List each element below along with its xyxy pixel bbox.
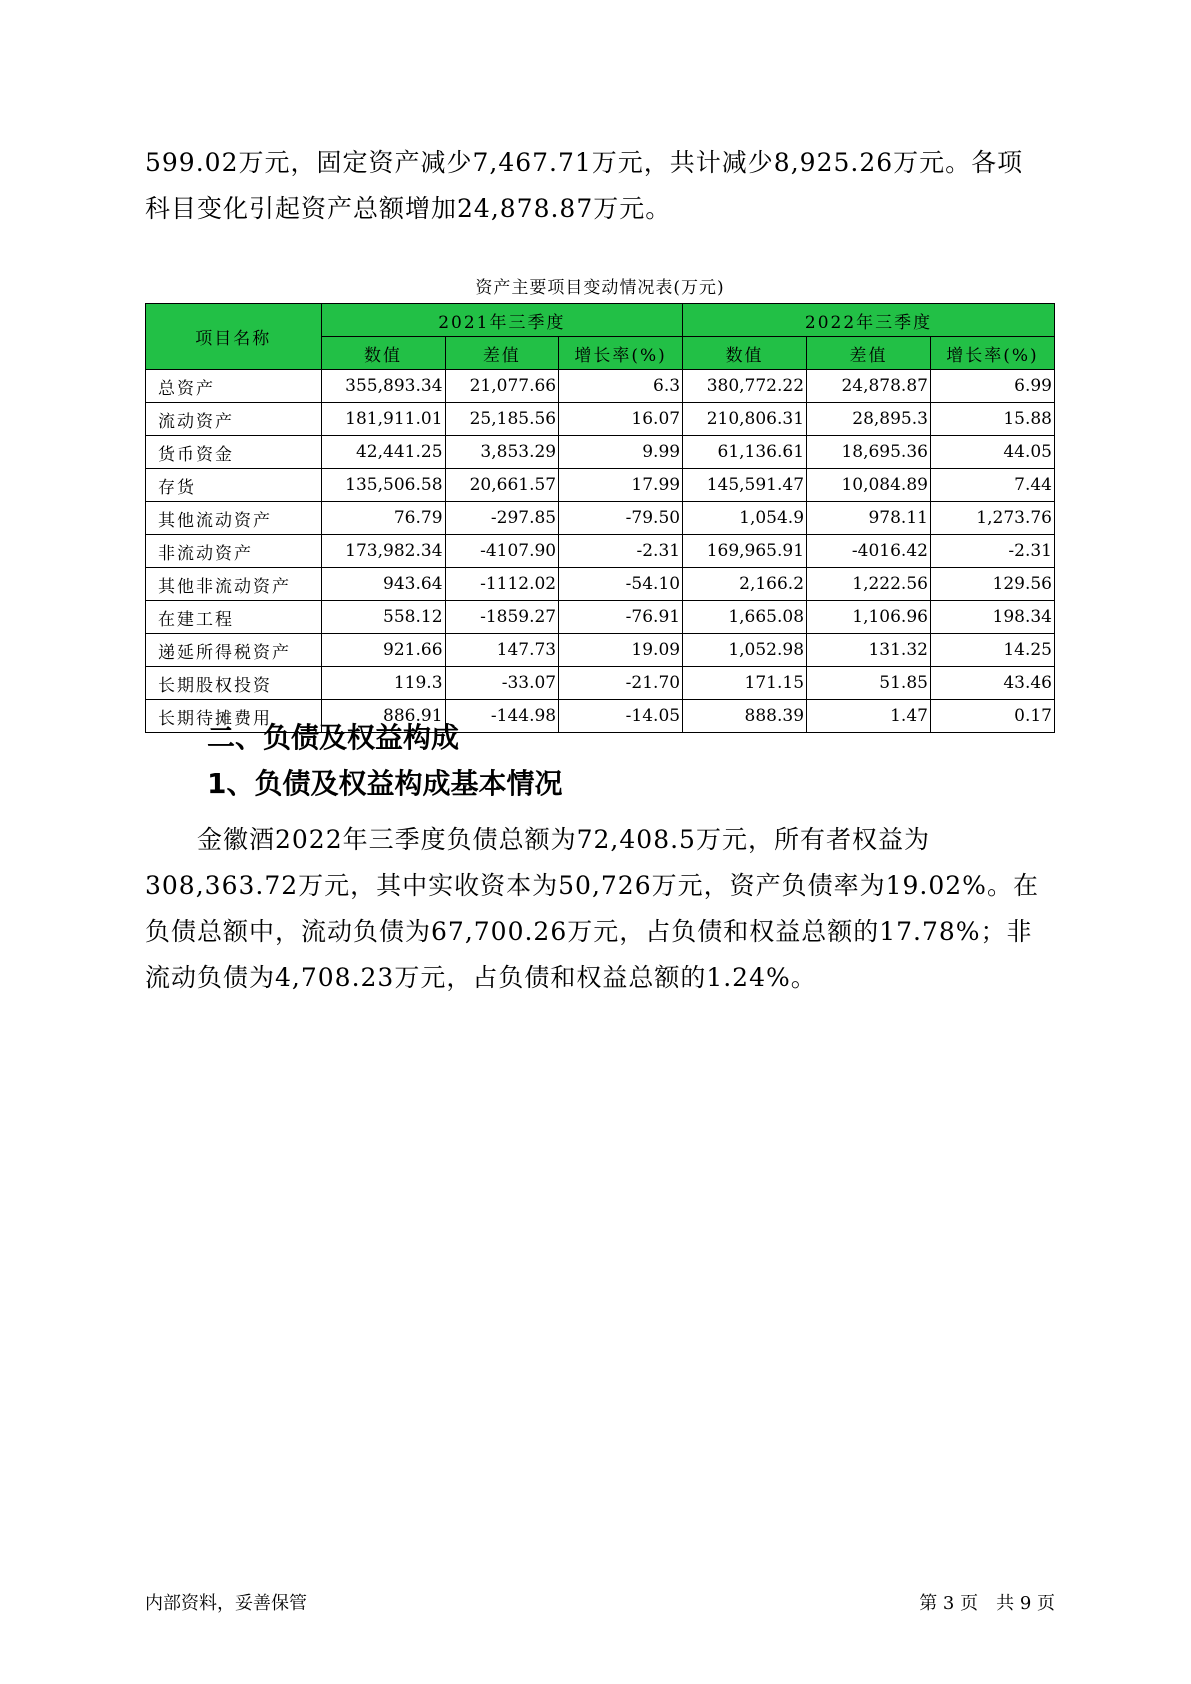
cell-value-2021: 173,982.34 [321,535,445,568]
cell-rate-2022: 15.88 [930,403,1054,436]
row-label: 递延所得税资产 [146,634,322,667]
cell-rate-2022: 198.34 [930,601,1054,634]
cell-rate-2021: 17.99 [559,469,683,502]
cell-rate-2021: -21.70 [559,667,683,700]
cell-rate-2021: 16.07 [559,403,683,436]
table-caption: 资产主要项目变动情况表(万元) [475,278,725,298]
row-label: 非流动资产 [146,535,322,568]
header-value-2021: 数值 [321,337,445,370]
cell-diff-2022: 10,084.89 [807,469,931,502]
cell-value-2021: 943.64 [321,568,445,601]
intro-line: 科目变化引起资产总额增加24,878.87万元。 [145,194,672,223]
table-row [146,601,1055,634]
cell-value-2021: 886.91 [321,700,445,733]
cell-rate-2021: -2.31 [559,535,683,568]
row-label: 总资产 [146,370,322,403]
row-label: 其他流动资产 [146,502,322,535]
table-row [146,568,1055,601]
header-rate-2022: 增长率(%) [930,337,1054,370]
paragraph-line: 流动负债为4,708.23万元，占负债和权益总额的1.24%。 [145,963,817,992]
cell-diff-2021: 25,185.56 [445,403,559,436]
cell-diff-2022: -4016.42 [807,535,931,568]
cell-rate-2021: 19.09 [559,634,683,667]
cell-rate-2022: 1,273.76 [930,502,1054,535]
cell-diff-2021: -1859.27 [445,601,559,634]
cell-rate-2021: 6.3 [559,370,683,403]
cell-value-2022: 171.15 [683,667,807,700]
cell-rate-2022: 129.56 [930,568,1054,601]
cell-rate-2021: -54.10 [559,568,683,601]
cell-value-2021: 921.66 [321,634,445,667]
cell-value-2022: 1,054.9 [683,502,807,535]
row-label: 长期待摊费用 [146,700,322,733]
cell-rate-2022: 6.99 [930,370,1054,403]
cell-value-2021: 135,506.58 [321,469,445,502]
table-row [146,667,1055,700]
cell-value-2021: 76.79 [321,502,445,535]
paragraph-line: 308,363.72万元，其中实收资本为50,726万元，资产负债率为19.02%。在 [145,871,1039,900]
cell-rate-2021: -14.05 [559,700,683,733]
cell-value-2021: 558.12 [321,601,445,634]
cell-diff-2022: 1,222.56 [807,568,931,601]
cell-diff-2021: 21,077.66 [445,370,559,403]
cell-value-2021: 42,441.25 [321,436,445,469]
cell-rate-2022: 0.17 [930,700,1054,733]
table-row [146,436,1055,469]
cell-diff-2021: -1112.02 [445,568,559,601]
cell-diff-2021: -144.98 [445,700,559,733]
cell-rate-2022: 43.46 [930,667,1054,700]
row-label: 流动资产 [146,403,322,436]
cell-diff-2021: 3,853.29 [445,436,559,469]
table-row [146,403,1055,436]
table-row [146,634,1055,667]
cell-value-2022: 210,806.31 [683,403,807,436]
table-row [146,535,1055,568]
cell-value-2022: 169,965.91 [683,535,807,568]
table-row [146,469,1055,502]
footer-page-number: 第 3 页 共 9 页 [919,1593,1055,1614]
cell-diff-2022: 131.32 [807,634,931,667]
cell-rate-2022: 44.05 [930,436,1054,469]
header-item-name: 项目名称 [146,304,322,370]
cell-diff-2022: 51.85 [807,667,931,700]
cell-value-2022: 1,052.98 [683,634,807,667]
cell-rate-2021: -76.91 [559,601,683,634]
intro-line: 599.02万元，固定资产减少7,467.71万元，共计减少8,925.26万元。各项 [145,148,1024,177]
row-label: 其他非流动资产 [146,568,322,601]
header-diff-2021: 差值 [445,337,559,370]
intro-paragraph [145,140,1055,232]
cell-diff-2022: 978.11 [807,502,931,535]
cell-diff-2022: 24,878.87 [807,370,931,403]
cell-rate-2022: -2.31 [930,535,1054,568]
cell-value-2022: 61,136.61 [683,436,807,469]
cell-rate-2021: 9.99 [559,436,683,469]
cell-rate-2022: 7.44 [930,469,1054,502]
cell-diff-2021: 147.73 [445,634,559,667]
header-rate-2021: 增长率(%) [559,337,683,370]
cell-diff-2021: -4107.90 [445,535,559,568]
paragraph-line: 金徽酒2022年三季度负债总额为72,408.5万元，所有者权益为 [145,825,930,854]
cell-value-2021: 119.3 [321,667,445,700]
header-value-2022: 数值 [683,337,807,370]
cell-value-2022: 888.39 [683,700,807,733]
table-row [146,502,1055,535]
cell-diff-2021: -33.07 [445,667,559,700]
footer-confidential-note: 内部资料，妥善保管 [145,1593,307,1614]
paragraph-line: 负债总额中，流动负债为67,700.26万元，占负债和权益总额的17.78%；非 [145,917,1033,946]
cell-rate-2022: 14.25 [930,634,1054,667]
cell-value-2021: 355,893.34 [321,370,445,403]
cell-value-2022: 380,772.22 [683,370,807,403]
row-label: 货币资金 [146,436,322,469]
cell-value-2022: 145,591.47 [683,469,807,502]
cell-rate-2021: -79.50 [559,502,683,535]
asset-change-table [145,303,1055,733]
cell-value-2021: 181,911.01 [321,403,445,436]
cell-diff-2022: 1.47 [807,700,931,733]
header-diff-2022: 差值 [807,337,931,370]
cell-diff-2022: 1,106.96 [807,601,931,634]
cell-diff-2021: 20,661.57 [445,469,559,502]
table-row [146,370,1055,403]
cell-diff-2022: 18,695.36 [807,436,931,469]
cell-diff-2022: 28,895.3 [807,403,931,436]
section-heading: 二、负债及权益构成 [207,721,460,754]
cell-value-2022: 1,665.08 [683,601,807,634]
section-subheading: 1、负债及权益构成基本情况 [207,767,563,800]
header-group-2021: 2021年三季度 [321,304,683,337]
liability-paragraph [145,817,1055,1001]
header-group-2022: 2022年三季度 [683,304,1055,337]
row-label: 在建工程 [146,601,322,634]
row-label: 存货 [146,469,322,502]
row-label: 长期股权投资 [146,667,322,700]
cell-diff-2021: -297.85 [445,502,559,535]
cell-value-2022: 2,166.2 [683,568,807,601]
